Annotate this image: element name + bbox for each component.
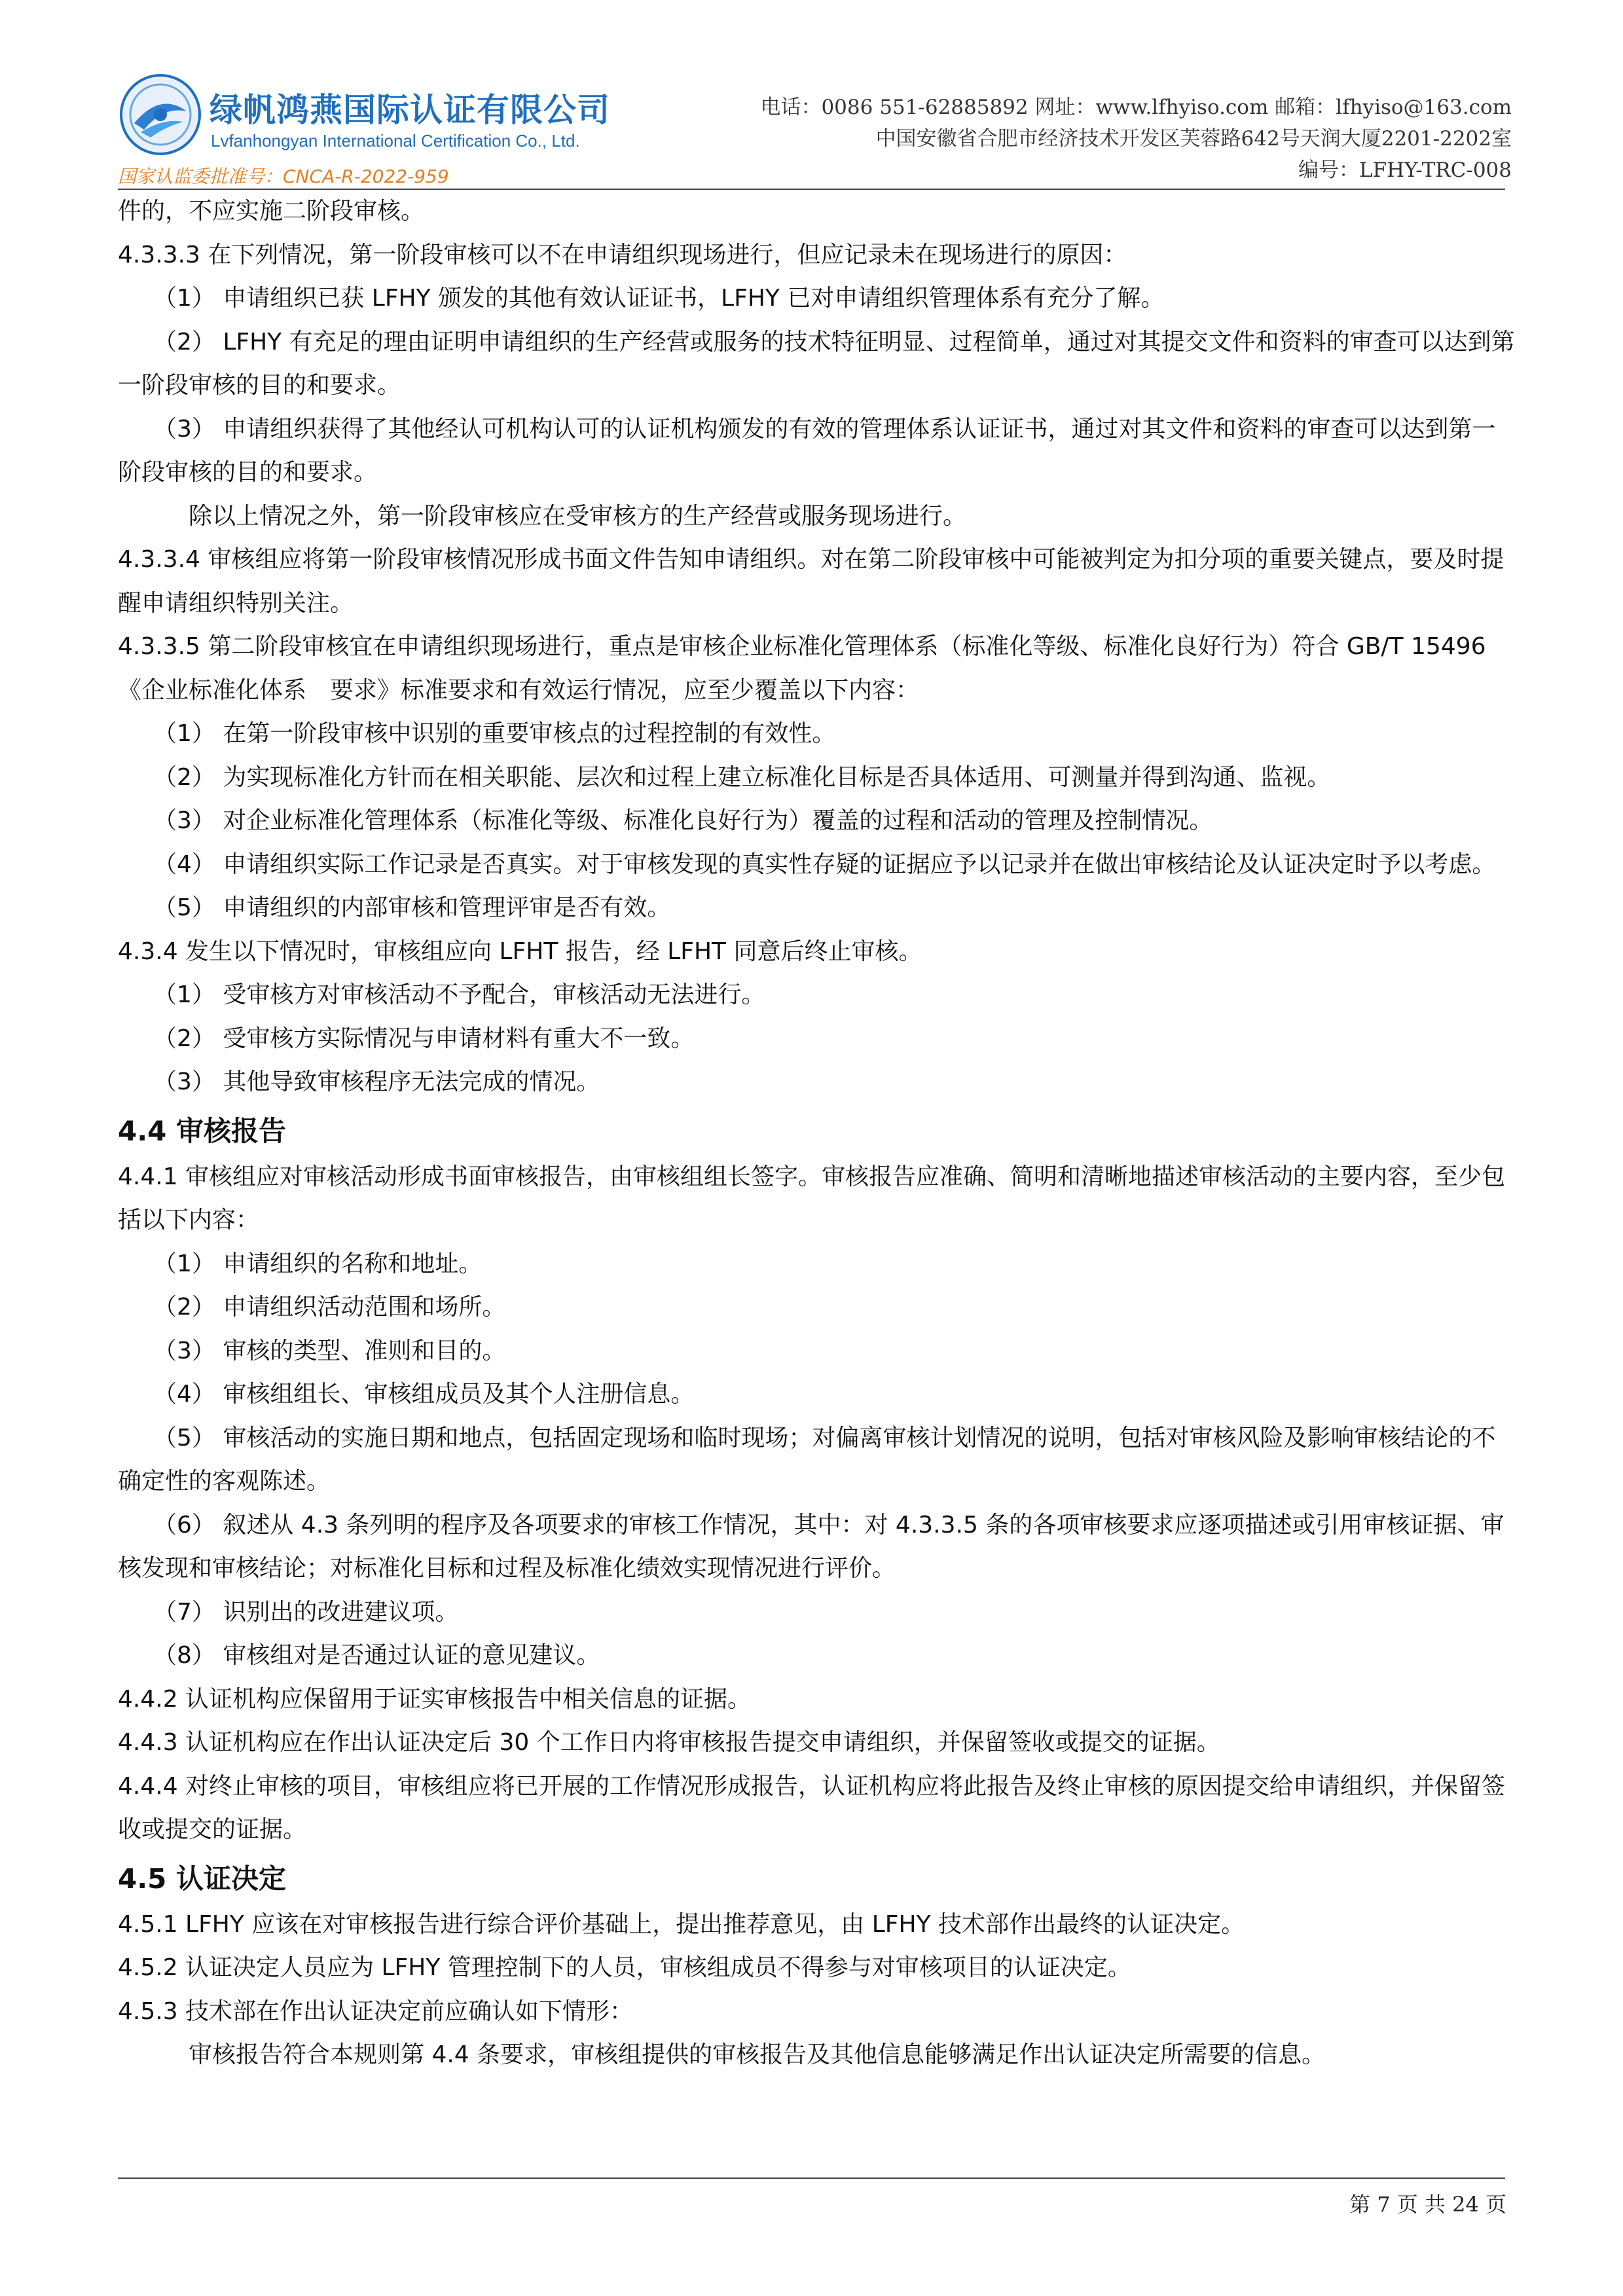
approval-number: 国家认监委批准号：CNCA-R-2022-959 — [118, 166, 449, 187]
section-number: 4.4 — [118, 1114, 167, 1147]
clause-4-4-2: 4.4.2 认证机构应保留用于证实审核报告中相关信息的证据。 — [118, 1685, 752, 1713]
address-line: 中国安徽省合肥市经济技术开发区芙蓉路642号天润大厦2201-2202室 — [875, 127, 1512, 151]
contact-block — [760, 92, 1512, 186]
paragraph: 除以上情况之外，第一阶段审核应在受审核方的生产经营或服务现场进行。 — [189, 502, 967, 530]
list-item: （3） 其他导致审核程序无法完成的情况。 — [153, 1068, 600, 1095]
contact-line: 电话：0086 551-62885892 网址：www.lfhyiso.com 邮箱：lfhyiso@163.com — [760, 96, 1512, 119]
paragraph: 件的，不应实施二阶段审核。 — [118, 198, 425, 225]
company-name-cn: 绿帆鸿燕国际认证有限公司 — [210, 91, 610, 129]
clause-4-5-1: 4.5.1 LFHY 应该在对审核报告进行综合评价基础上，提出推荐意见，由 LFHY 技术部作出最终的认证决定。 — [118, 1910, 1245, 1938]
clause-4-5-3: 4.5.3 技术部在作出认证决定前应确认如下情形： — [118, 1997, 634, 2025]
company-name-en: Lvfanhongyan International Certification Co., Ltd. — [211, 131, 580, 151]
clause-4-3-4: 4.3.4 发生以下情况时，审核组应向 LFHT 报告，经 LFHT 同意后终止审核。 — [118, 938, 922, 965]
clause-4-3-3-4: 4.3.3.4 审核组应将第一阶段审核情况形成书面文件告知申请组织。对在第二阶段审核中可能被判定为扣分项的重要关键点，要及时提醒申请组织特别关注。 — [118, 546, 1504, 617]
list-item: （2） 受审核方实际情况与申请材料有重大不一致。 — [153, 1025, 695, 1052]
paragraph: 审核报告符合本规则第 4.4 条要求，审核组提供的审核报告及其他信息能够满足作出认证决定所需要的信息。 — [189, 2041, 1326, 2068]
section-title: 认证决定 — [176, 1862, 287, 1895]
document-body — [118, 190, 1519, 2077]
document-number: 编号：LFHY-TRC-008 — [1298, 158, 1512, 182]
list-item: （4） 申请组织实际工作记录是否真实。对于审核发现的真实性存疑的证据应予以记录并在做出审核结论及认证决定时予以考虑。 — [153, 850, 1496, 878]
section-title: 审核报告 — [176, 1114, 287, 1147]
page-header — [0, 0, 1623, 190]
list-item: （2） LFHY 有充足的理由证明申请组织的生产经营或服务的技术特征明显、过程简单，通过对其提交文件和资料的审查可以达到第一阶段审核的目的和要求。 — [118, 328, 1515, 399]
list-item: （1） 在第一阶段审核中识别的重要审核点的过程控制的有效性。 — [153, 720, 836, 747]
section-heading-4-4 — [118, 1104, 1519, 1156]
list-item: （2） 为实现标准化方针而在相关职能、层次和过程上建立标准化目标是否具体适用、可测量并得到沟通、监视。 — [153, 763, 1331, 791]
clause-4-3-3-3: 4.3.3.3 在下列情况，第一阶段审核可以不在申请组织现场进行，但应记录未在现场进行的原因： — [118, 241, 1127, 268]
footer-divider — [118, 2178, 1505, 2179]
section-number: 4.5 — [118, 1862, 167, 1895]
list-item: （1） 受审核方对审核活动不予配合，审核活动无法进行。 — [153, 981, 765, 1008]
list-item: （3） 对企业标准化管理体系（标准化等级、标准化良好行为）覆盖的过程和活动的管理及控制情况。 — [153, 807, 1213, 834]
clause-4-4-3: 4.4.3 认证机构应在作出认证决定后 30 个工作日内将审核报告提交申请组织，并保留签收或提交的证据。 — [118, 1729, 1220, 1756]
list-item: （5） 审核活动的实施日期和地点，包括固定现场和临时现场；对偏离审核计划情况的说明，包括对审核风险及影响审核结论的不确定性的客观陈述。 — [118, 1424, 1496, 1495]
clause-4-4-1: 4.4.1 审核组应对审核活动形成书面审核报告，由审核组组长签字。审核报告应准确、简明和清晰地描述审核活动的主要内容，至少包括以下内容： — [118, 1163, 1506, 1233]
clause-4-3-3-5: 4.3.3.5 第二阶段审核宜在申请组织现场进行，重点是审核企业标准化管理体系（标准化等级、标准化良好行为）符合 GB/T 15496《企业标准化体系 要求》标准要求和有效运行情况，应至少覆盖以下内容： — [118, 633, 1486, 704]
list-item: （6） 叙述从 4.3 条列明的程序及各项要求的审核工作情况，其中：对 4.3.3.5 条的各项审核要求应逐项描述或引用审核证据、审核发现和审核结论；对标准化目标和过程及标准化绩效实现情况进行评价。 — [118, 1511, 1504, 1582]
list-item: （1） 申请组织的名称和地址。 — [153, 1250, 483, 1277]
company-logo-icon — [118, 72, 203, 157]
list-item: （4） 审核组组长、审核组成员及其个人注册信息。 — [153, 1381, 695, 1408]
list-item: （3） 审核的类型、准则和目的。 — [153, 1337, 506, 1364]
list-item: （7） 识别出的改进建议项。 — [153, 1598, 459, 1626]
list-item: （5） 申请组织的内部审核和管理评审是否有效。 — [153, 894, 671, 921]
list-item: （8） 审核组对是否通过认证的意见建议。 — [153, 1642, 600, 1669]
list-item: （2） 申请组织活动范围和场所。 — [153, 1294, 506, 1321]
clause-4-4-4: 4.4.4 对终止审核的项目，审核组应将已开展的工作情况形成报告，认证机构应将此报告及终止审核的原因提交给申请组织，并保留签收或提交的证据。 — [118, 1772, 1506, 1843]
list-item: （3） 申请组织获得了其他经认可机构认可的认证机构颁发的有效的管理体系认证证书，通过对其文件和资料的审查可以达到第一阶段审核的目的和要求。 — [118, 415, 1496, 486]
list-item: （1） 申请组织已获 LFHY 颁发的其他有效认证证书，LFHY 已对申请组织管理体系有充分了解。 — [153, 285, 1165, 312]
page-number: 第 7 页 共 24 页 — [1349, 2192, 1506, 2217]
section-heading-4-5 — [118, 1852, 1519, 1903]
clause-4-5-2: 4.5.2 认证决定人员应为 LFHY 管理控制下的人员，审核组成员不得参与对审核项目的认证决定。 — [118, 1954, 1131, 1981]
